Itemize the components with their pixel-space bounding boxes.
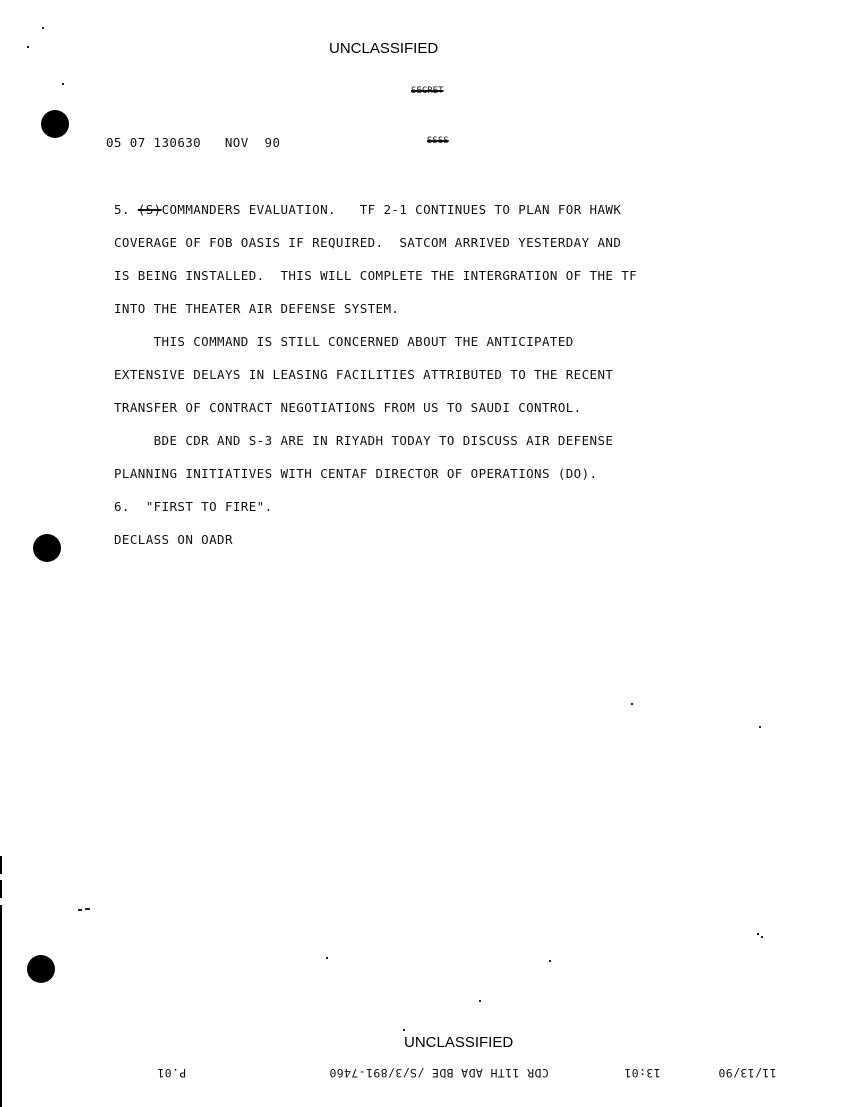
punch-hole-icon [41,110,69,138]
para-number: 5. [114,202,138,217]
scan-speck-icon [549,960,551,962]
body-line-2: COVERAGE OF FOB OASIS IF REQUIRED. SATCOM ARRIVED YESTERDAY AND [114,235,622,250]
punch-hole-icon [27,955,55,983]
struck-secret-marking: SECRET [411,86,444,96]
scan-speck-icon [479,1000,481,1002]
punch-hole-icon [33,534,61,562]
banner-bottom: UNCLASSIFIED [404,1034,514,1051]
body-line-9: PLANNING INITIATIVES WITH CENTAF DIRECTOR OF OPERATIONS (DO). [114,466,598,481]
fax-time: 13:01 [624,1066,661,1080]
date-time-group: 05 07 130630 NOV 90 [106,135,281,150]
fax-date: 11/13/90 [718,1066,777,1080]
scan-speck-icon [757,933,759,935]
body-line-11: DECLASS ON OADR [114,532,233,547]
body-line-8: BDE CDR AND S-3 ARE IN RIYADH TODAY TO DISCUSS AIR DEFENSE [114,433,614,448]
scan-speck-icon [631,703,633,705]
edge-mark [0,905,2,1107]
fax-sender-line: CDR 11TH ADA BDE /S/3/891-7460 [329,1066,549,1080]
scan-speck-icon [85,908,90,910]
body-line-3: IS BEING INSTALLED. THIS WILL COMPLETE THE INTERGRATION OF THE TF [114,268,638,283]
body-line-10: 6. "FIRST TO FIRE". [114,499,273,514]
scan-speck-icon [62,83,64,85]
body-line-5: THIS COMMAND IS STILL CONCERNED ABOUT THE ANTICIPATED [114,334,574,349]
scan-speck-icon [27,46,29,48]
struck-classification-mark: (S) [137,202,162,217]
scan-speck-icon [759,726,761,728]
scan-speck-icon [326,957,328,959]
edge-mark [0,856,2,874]
body-line-1 [114,202,621,217]
body-line-7: TRANSFER OF CONTRACT NEGOTIATIONS FROM US TO SAUDI CONTROL. [114,400,582,415]
fax-page-number: P.01 [157,1066,187,1080]
line-text: COMMANDERS EVALUATION. TF 2-1 CONTINUES TO PLAN FOR HAWK [161,202,622,217]
body-line-4: INTO THE THEATER AIR DEFENSE SYSTEM. [114,301,400,316]
body-line-6: EXTENSIVE DELAYS IN LEASING FACILITIES ATTRIBUTED TO THE RECENT [114,367,614,382]
scan-speck-icon [403,1029,405,1031]
edge-mark [0,880,2,898]
banner-top: UNCLASSIFIED [329,40,439,57]
scan-speck-icon [78,909,82,911]
scan-speck-icon [761,936,763,938]
scan-speck-icon [42,27,44,29]
struck-secret-marking-2: SSSS [427,136,449,146]
